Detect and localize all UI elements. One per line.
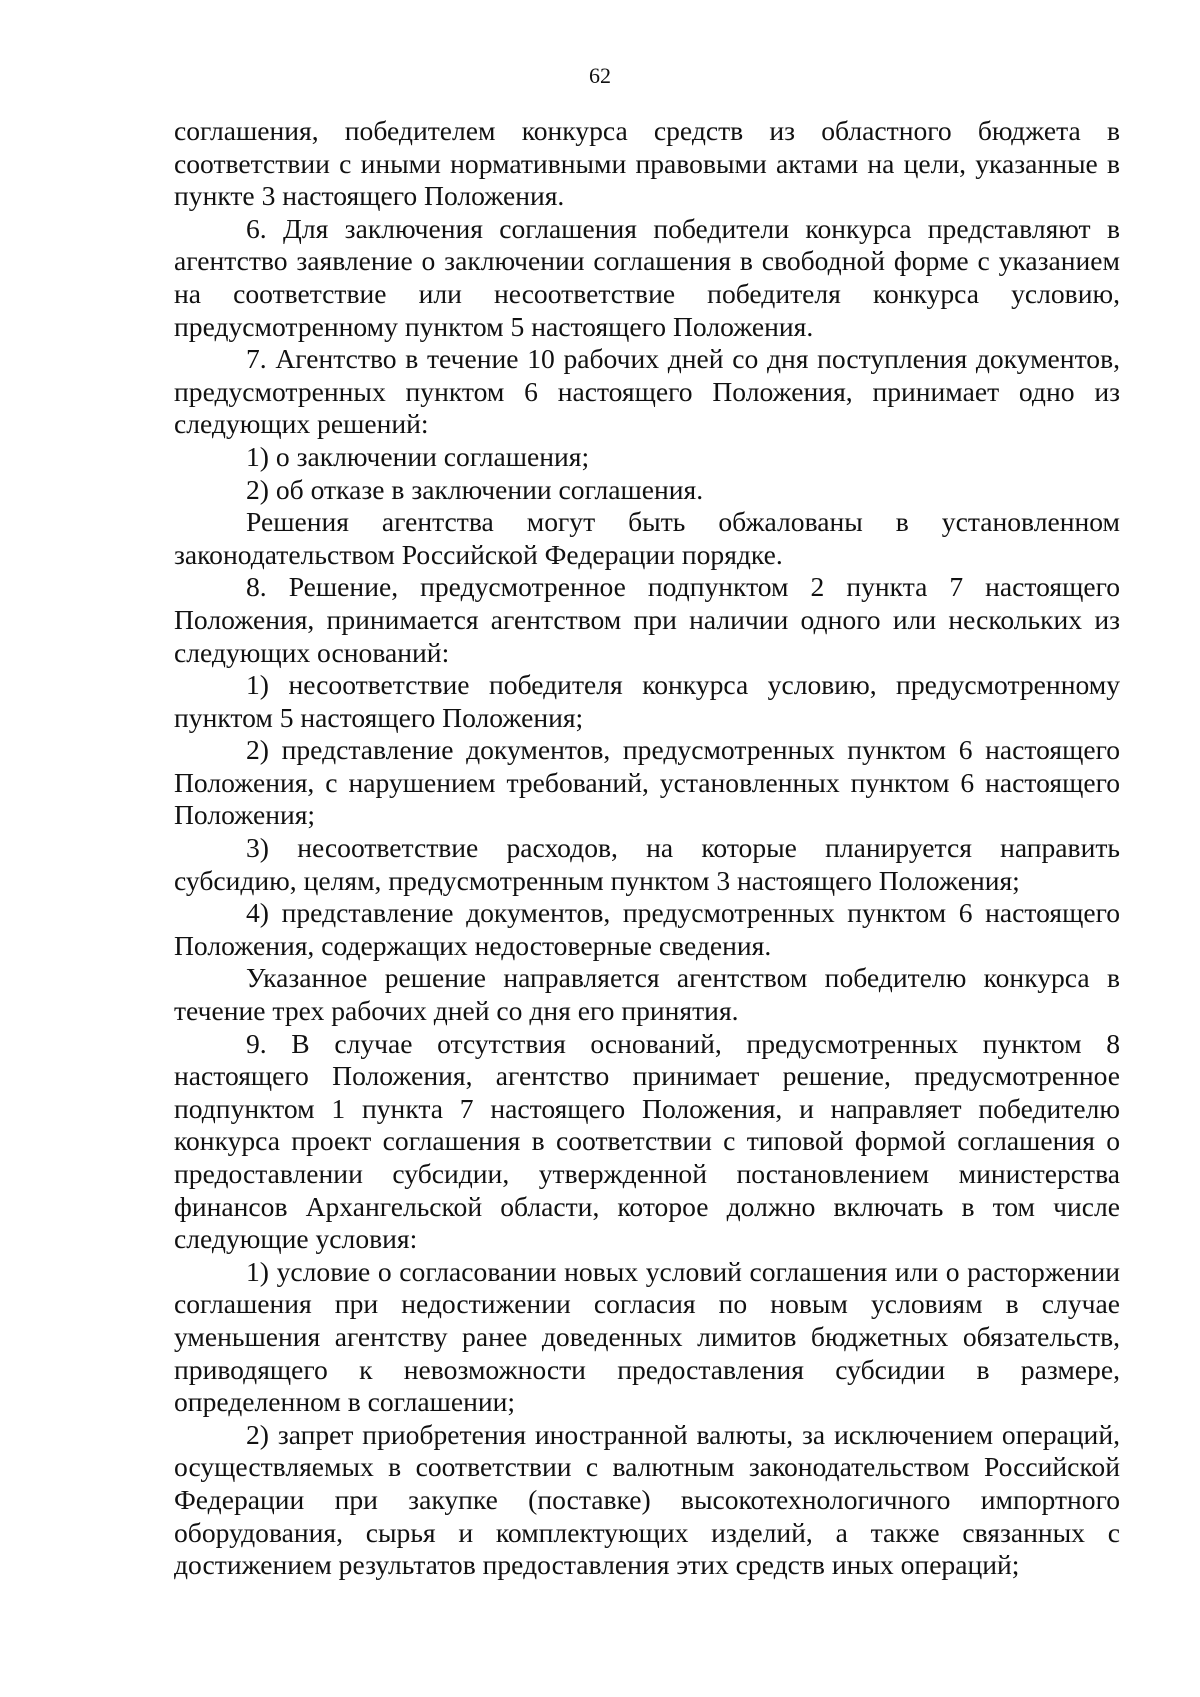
paragraph-item-8: 8. Решение, предусмотренное подпунктом 2 пункта 7 настоящего Положения, принимается агентством при наличии одного или нескольких из следующих оснований: [174,571,1120,668]
paragraph-appeal: Решения агентства могут быть обжалованы в установленном законодательством Российской Федерации порядке. [174,506,1120,570]
subitem-8-4: 4) представление документов, предусмотренных пунктом 6 настоящего Положения, содержащих недостоверные сведения. [174,897,1120,961]
subitem-8-1: 1) несоответствие победителя конкурса условию, предусмотренному пунктом 5 настоящего Положения; [174,669,1120,733]
paragraph: соглашения, победителем конкурса средств из областного бюджета в соответствии с иными нормативными правовыми актами на цели, указанные в пункте 3 настоящего Положения. [174,115,1120,212]
page-number: 62 [589,63,611,88]
paragraph-item-6: 6. Для заключения соглашения победители конкурса представляют в агентство заявление о заключении соглашения в свободной форме с указанием на соответствие или несоответствие победителя конкурса условию, предусмотренному пунктом 5 настоящего Положения. [174,212,1120,342]
subitem-9-1: 1) условие о согласовании новых условий соглашения или о расторжении соглашения при недостижении согласия по новым условиям в случае уменьшения агентству ранее доведенных лимитов бюджетных обязательств, приводящего к невозможности предоставления субсидии в размере, определенном в соглашении; [174,1255,1120,1418]
subitem-7-1: 1) о заключении соглашения; [246,440,590,472]
document-body [174,115,1120,1582]
subitem-8-3: 3) несоответствие расходов, на которые планируется направить субсидию, целям, предусмотренным пунктом 3 настоящего Положения; [174,832,1120,896]
paragraph-item-7: 7. Агентство в течение 10 рабочих дней со дня поступления документов, предусмотренных пунктом 6 настоящего Положения, принимает одно из следующих решений: [174,343,1120,440]
subitem-8-2: 2) представление документов, предусмотренных пунктом 6 настоящего Положения, с нарушением требований, установленных пунктом 6 настоящего Положения; [174,734,1120,831]
paragraph-item-9: 9. В случае отсутствия оснований, предусмотренных пунктом 8 настоящего Положения, агентство принимает решение, предусмотренное подпунктом 1 пункта 7 настоящего Положения, и направляет победителю конкурса проект соглашения в соответствии с типовой формой соглашения о предоставлении субсидии, утвержденной постановлением министерства финансов Архангельской области, которое должно включать в том числе следующие условия: [174,1027,1120,1255]
subitem-9-2: 2) запрет приобретения иностранной валюты, за исключением операций, осуществляемых в соответствии с валютным законодательством Российской Федерации при закупке (поставке) высокотехнологичного импортного оборудования, сырья и комплектующих изделий, а также связанных с достижением результатов предоставления этих средств иных операций; [174,1418,1120,1581]
subitem-7-2: 2) об отказе в заключении соглашения. [246,473,704,505]
paragraph-decision-notice: Указанное решение направляется агентством победителю конкурса в течение трех рабочих дней со дня его принятия. [174,962,1120,1027]
